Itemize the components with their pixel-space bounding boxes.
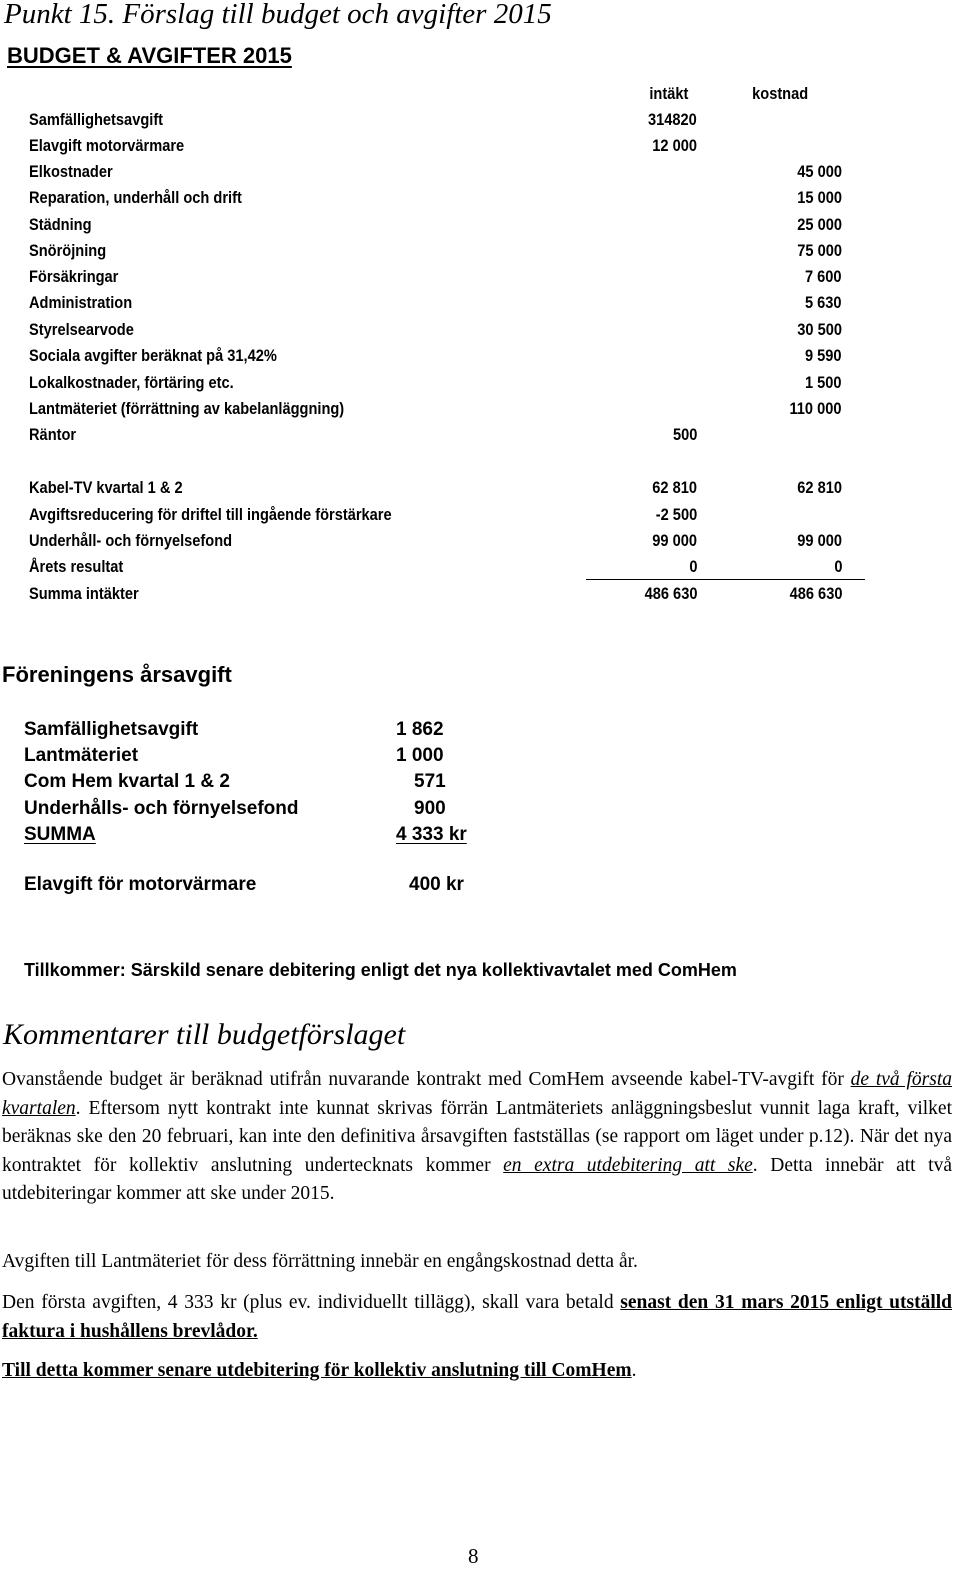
p1-text-e: . Detta innebär att två utdebiteringar kommer att ske under 2015. [2, 1154, 953, 1204]
budget-row-cost: 30 500 [797, 320, 842, 339]
budget-row-label: Snöröjning [29, 241, 107, 260]
budget-row-income: 99 000 [652, 531, 697, 550]
comment-paragraph-2: Avgiften till Lantmäteriet för dess förrättning innebär en engångskostnad detta år. [2, 1251, 638, 1272]
p1-emphasis-quarters: de två första kvartalen [2, 1069, 952, 1119]
budget-row-label: Elkostnader [29, 162, 113, 181]
budget-row-cost: 45 000 [797, 162, 842, 181]
budget-row-label: Försäkringar [29, 267, 119, 286]
comments-heading: Kommentarer till budgetförslaget [3, 1018, 406, 1051]
fee-item-value: 571 [414, 771, 446, 792]
p1-emphasis-extra-debit: en extra utdebitering att ske [503, 1154, 753, 1176]
fee-item-value: 900 [414, 798, 446, 819]
budget-row-label: Sociala avgifter beräknat på 31,42% [29, 346, 277, 365]
p1-text-a: Ovanstående budget är beräknad utifrån nuvarande kontrakt med ComHem avseende kabel-TV-avgift för [2, 1069, 851, 1090]
budget-row-income: 62 810 [652, 478, 697, 497]
budget-row-label: Räntor [29, 425, 77, 444]
budget-row-label: Underhåll- och förnyelsefond [29, 531, 233, 550]
fee-item-label: Samfällighetsavgift [24, 719, 199, 740]
fee-item-label: Underhålls- och förnyelsefond [24, 798, 299, 819]
fee-item-label: Com Hem kvartal 1 & 2 [24, 771, 230, 792]
fee-sum-label: SUMMA [24, 824, 96, 845]
page-number: 8 [468, 1544, 479, 1568]
budget-row-cost: 1 500 [805, 373, 842, 392]
budget-row-cost: 15 000 [797, 188, 842, 207]
budget-row-cost: 0 [833, 557, 842, 576]
budget-row-cost: 62 810 [797, 478, 842, 497]
page-title: Punkt 15. Förslag till budget och avgifter 2015 [4, 0, 552, 30]
p1-text-c: . Eftersom nytt kontrakt inte kunnat skrivas förrän Lantmäteriets anläggningsbeslut vunnit laga kraft, vilket beräknas ske den 20 februari, kan inte den definitiva årsavgiften fastställas (se rapport om läget under p.12). När det nya kontraktet för kollektiv anslutning undertecknats kommer [2, 1097, 952, 1176]
budget-row-cost: 486 630 [789, 584, 842, 603]
p3-text-a: Den första avgiften, 4 333 kr (plus ev. individuellt tillägg), skall vara betald [2, 1292, 621, 1313]
budget-row-label: Administration [29, 293, 133, 312]
electric-fee-label: Elavgift för motorvärmare [24, 874, 257, 895]
budget-row-label: Avgiftsreducering för driftel till ingående förstärkare [29, 505, 392, 524]
budget-row-cost: 5 630 [805, 293, 842, 312]
budget-row-cost: 7 600 [805, 267, 842, 286]
budget-row-label: Lantmäteriet (förrättning av kabelanläggning) [29, 399, 345, 418]
budget-row-label: Samfällighetsavgift [29, 110, 164, 129]
additional-charge-note: Tillkommer: Särskild senare debitering enligt det nya kollektivavtalet med ComHem [24, 960, 737, 980]
electric-fee-value: 400 kr [409, 874, 464, 895]
p4-text-a: Till detta kommer senare utdebitering för kollektiv anslutning till ComHem [2, 1360, 632, 1381]
budget-row-income: 486 630 [644, 584, 697, 603]
budget-row-income: 500 [672, 425, 697, 444]
budget-row-label: Summa intäkter [29, 584, 139, 603]
budget-row-label: Elavgift motorvärmare [29, 136, 185, 155]
income-column-header: intäkt [649, 84, 688, 103]
budget-heading: BUDGET & AVGIFTER 2015 [7, 43, 292, 68]
fee-item-value: 1 862 [396, 719, 444, 740]
fee-item-value: 1 000 [396, 745, 444, 766]
budget-row-label: Kabel-TV kvartal 1 & 2 [29, 478, 183, 497]
budget-row-label: Lokalkostnader, förtäring etc. [29, 373, 234, 392]
budget-row-cost: 9 590 [805, 346, 842, 365]
budget-row-income: -2 500 [655, 505, 697, 524]
budget-row-income: 12 000 [652, 136, 697, 155]
sum-divider-line [586, 579, 865, 580]
comment-paragraph-4 [2, 1357, 952, 1386]
budget-row-income: 314820 [648, 110, 697, 129]
annual-fee-heading: Föreningens årsavgift [2, 662, 232, 687]
budget-row-income: 0 [688, 557, 697, 576]
budget-row-label: Styrelsearvode [29, 320, 134, 339]
budget-row-label: Årets resultat [29, 557, 124, 576]
p4-text-b: . [631, 1360, 637, 1381]
budget-row-cost: 25 000 [797, 215, 842, 234]
budget-row-cost: 75 000 [797, 241, 842, 260]
p3-deadline: senast den 31 mars 2015 enligt utställd faktura i hushållens brevlådor. [2, 1292, 952, 1342]
budget-row-cost: 99 000 [797, 531, 842, 550]
budget-row-cost: 110 000 [789, 399, 842, 418]
budget-row-label: Städning [29, 215, 92, 234]
fee-sum-value: 4 333 kr [396, 824, 467, 845]
cost-column-header: kostnad [751, 84, 808, 103]
fee-item-label: Lantmäteriet [24, 745, 139, 766]
comment-paragraph-1 [2, 1066, 952, 1209]
comment-paragraph-3 [2, 1289, 952, 1346]
budget-row-label: Reparation, underhåll och drift [29, 188, 242, 207]
